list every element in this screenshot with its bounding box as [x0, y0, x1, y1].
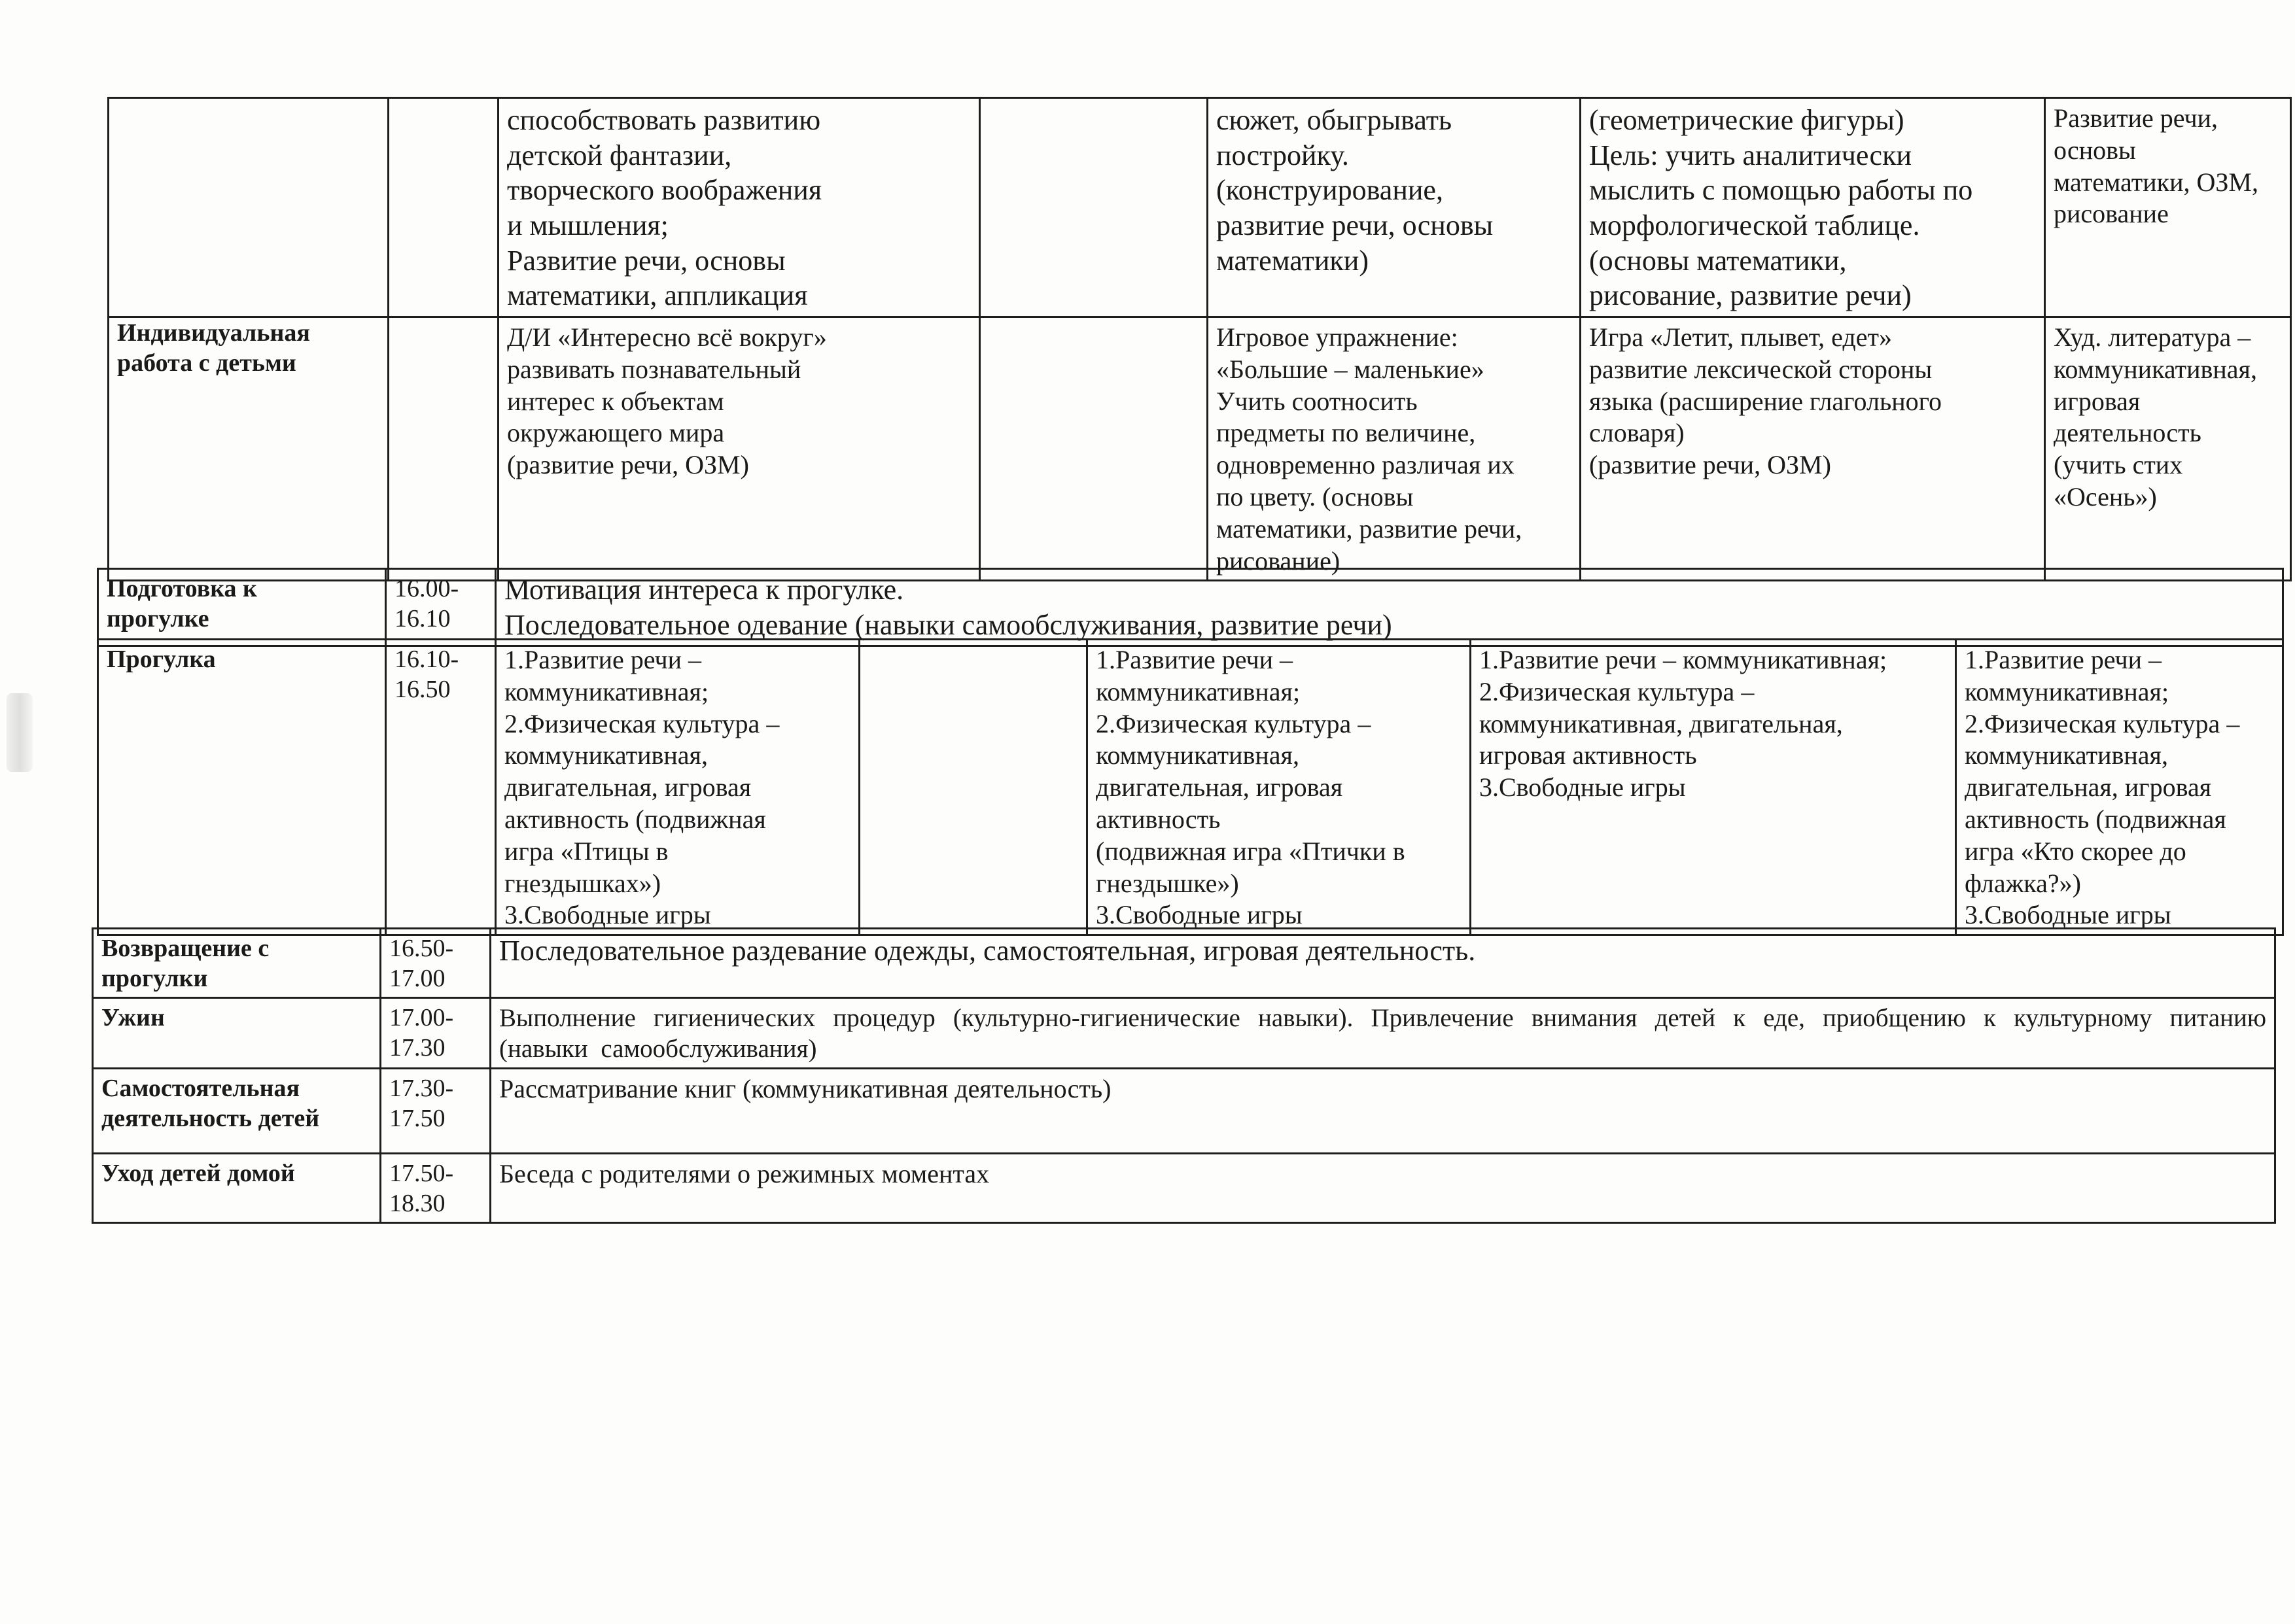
- cell-day2-individual-empty: [980, 317, 1208, 581]
- cell-day1-continuation: способствовать развитию детской фантазии, творческого воображения и мышления; Развитие речи, основы математики, аппликация: [499, 98, 980, 317]
- time-cell-independent: 17.30- 17.50: [381, 1068, 491, 1153]
- time-cell-home: 17.50- 18.30: [381, 1153, 491, 1222]
- time-cell-walk: 16.10- 16.50: [386, 640, 496, 935]
- table-row-return: [93, 929, 2275, 998]
- schedule-table-prep: [97, 568, 2284, 647]
- cell-day1-walk: 1.Развитие речи – коммуникативная; 2.Физическая культура – коммуникативная, двигательная, игровая активность (подвижная игра «Птицы в гнездышках») 3.Свободные игры: [496, 640, 860, 935]
- table-row-prep: [98, 569, 2283, 646]
- table-row-dinner: [93, 997, 2275, 1068]
- time-cell-prep: 16.00- 16.10: [386, 569, 496, 646]
- schedule-table-walk: [97, 638, 2284, 936]
- schedule-table-top: [107, 97, 2292, 581]
- cell-day1-individual: Д/И «Интересно всё вокруг» развивать познавательный интерес к объектам окружающего мира (развитие речи, ОЗМ): [499, 317, 980, 581]
- time-cell-return: 16.50- 17.00: [381, 929, 491, 998]
- row-label-dinner: Ужин: [93, 997, 381, 1068]
- row-label-independent: Самостоятельная деятельность детей: [93, 1068, 381, 1153]
- time-cell-individual-empty: [389, 317, 499, 581]
- table-row-continuation: [109, 98, 2291, 317]
- cell-day3-individual: Игровое упражнение: «Большие – маленькие» Учить соотносить предметы по величине, одновременно различая их по цвету. (основы математики, развитие речи, рисование): [1208, 317, 1581, 581]
- time-cell-dinner: 17.00- 17.30: [381, 997, 491, 1068]
- cell-day5-walk: 1.Развитие речи – коммуникативная; 2.Физическая культура – коммуникативная, двигательная, игровая активность (подвижная игра «Кто скорее до флажка?») 3.Свободные игры: [1956, 640, 2283, 935]
- table-row-home: [93, 1153, 2275, 1222]
- table-row-individual: [109, 317, 2291, 581]
- cell-day4-individual: Игра «Летит, плывет, едет» развитие лексической стороны языка (расширение глагольного словаря) (развитие речи, ОЗМ): [1581, 317, 2045, 581]
- cell-home-text: Беседа с родителями о режимных моментах: [491, 1153, 2275, 1222]
- row-label-home: Уход детей домой: [93, 1153, 381, 1222]
- time-cell-empty: [389, 98, 499, 317]
- prep-line-1: Мотивация интереса к прогулке.: [504, 574, 904, 606]
- cell-independent-text: Рассматривание книг (коммуникативная деятельность): [491, 1068, 2275, 1153]
- table-row-independent: [93, 1068, 2275, 1153]
- row-label-return: Возвращение с прогулки: [93, 929, 381, 998]
- row-label-individual: Индивидуальная работа с детьми: [109, 317, 389, 581]
- cell-prep-text: [496, 569, 2283, 646]
- cell-day5-continuation: Развитие речи, основы математики, ОЗМ, рисование: [2045, 98, 2291, 317]
- row-label-walk: Прогулка: [98, 640, 386, 935]
- schedule-table-bottom: [92, 927, 2276, 1224]
- table-row-walk: [98, 640, 2283, 935]
- scan-artifact: [7, 693, 33, 772]
- cell-return-text: Последовательное раздевание одежды, самостоятельная, игровая деятельность.: [491, 929, 2275, 998]
- cell-day4-walk: 1.Развитие речи – коммуникативная; 2.Физическая культура – коммуникативная, двигательная, игровая активность 3.Свободные игры: [1471, 640, 1956, 935]
- row-label-empty: [109, 98, 389, 317]
- cell-day3-continuation: сюжет, обыгрывать постройку. (конструирование, развитие речи, основы математики): [1208, 98, 1581, 317]
- row-label-prep: Подготовка к прогулке: [98, 569, 386, 646]
- cell-day4-continuation: (геометрические фигуры) Цель: учить аналитически мыслить с помощью работы по морфологической таблице. (основы математики, рисование, развитие речи): [1581, 98, 2045, 317]
- cell-dinner-text: Выполнение гигиенических процедур (культурно-гигиенические навыки). Привлечение внимания детей к еде, приобщению к культурному питанию (навыки самообслуживания): [491, 997, 2275, 1068]
- cell-day3-walk: 1.Развитие речи – коммуникативная; 2.Физическая культура – коммуникативная, двигательная, игровая активность (подвижная игра «Птички в гнездышке») 3.Свободные игры: [1087, 640, 1471, 935]
- cell-day2-walk-empty: [860, 640, 1087, 935]
- cell-day5-individual: Худ. литература – коммуникативная, игровая деятельность (учить стих «Осень»): [2045, 317, 2291, 581]
- cell-day2-empty: [980, 98, 1208, 317]
- prep-line-2: Последовательное одевание (навыки самообслуживания, развитие речи): [504, 608, 1392, 641]
